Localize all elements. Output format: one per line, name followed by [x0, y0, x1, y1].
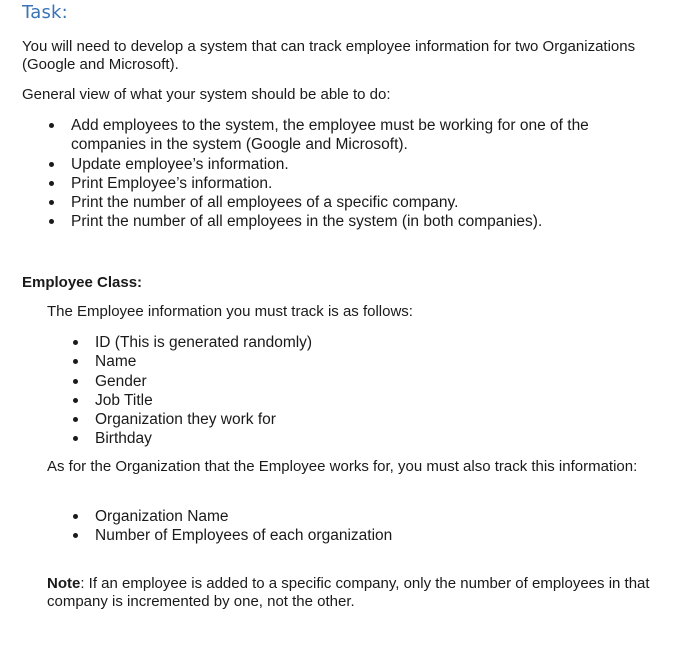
list-item: Job Title	[71, 391, 471, 410]
list-item: ID (This is generated randomly)	[71, 333, 471, 352]
list-item: Print the number of all employees of a specific company.	[47, 193, 647, 212]
list-item: Print Employee’s information.	[47, 174, 647, 193]
employee-class-heading: Employee Class:	[22, 274, 143, 291]
capabilities-list	[47, 116, 647, 232]
note-text: : If an employee is added to a specific company, only the number of employees in that company is incremented by one, not the other.	[47, 575, 650, 610]
list-item: Gender	[71, 372, 471, 391]
list-item: Number of Employees of each organization	[71, 526, 571, 545]
list-item: Organization they work for	[71, 410, 471, 429]
note-paragraph	[47, 575, 667, 611]
general-view-paragraph: General view of what your system should be able to do:	[22, 86, 391, 103]
list-item: Update employee’s information.	[47, 155, 647, 174]
list-item: Organization Name	[71, 507, 571, 526]
list-item: Print the number of all employees in the system (in both companies).	[47, 212, 647, 231]
task-heading: Task:	[22, 2, 68, 23]
note-label: Note	[47, 575, 81, 592]
intro-paragraph: You will need to develop a system that can track employee information for two Organizations (Google and Microsoft).	[22, 38, 636, 73]
organization-intro-paragraph: As for the Organization that the Employee works for, you must also track this information:	[47, 458, 638, 475]
list-item: Name	[71, 352, 471, 371]
list-item: Add employees to the system, the employee must be working for one of the companies in the system (Google and Microsoft).	[47, 116, 647, 155]
organization-fields-list	[71, 507, 571, 546]
list-item: Birthday	[71, 429, 471, 448]
employee-fields-list	[71, 333, 471, 449]
employee-intro-paragraph: The Employee information you must track is as follows:	[47, 303, 413, 320]
